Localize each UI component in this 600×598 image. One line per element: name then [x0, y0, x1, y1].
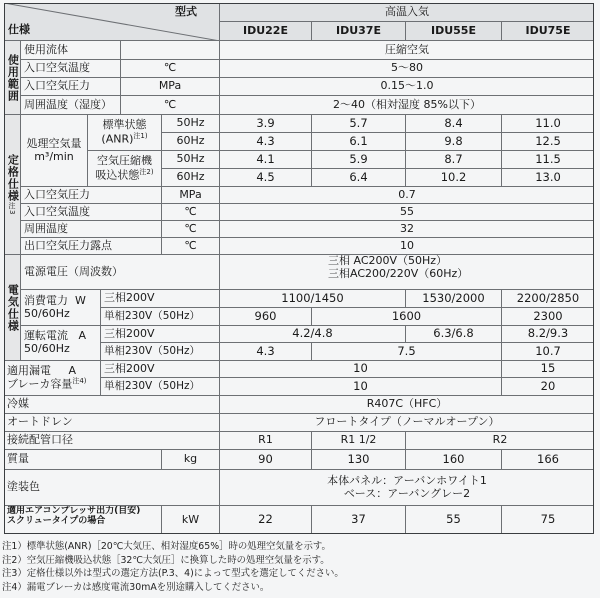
compressor-label-cell: [4, 506, 162, 534]
phase-label: 単相230V（50Hz）: [101, 343, 220, 361]
current-value: 6.3/6.8: [406, 326, 502, 343]
breaker-label-cell: [4, 361, 101, 396]
unit-cell: MPa: [121, 78, 220, 96]
item-label: 使用流体: [21, 41, 121, 60]
breaker-value: 10: [220, 378, 502, 396]
compressor-value: 75: [540, 512, 556, 527]
mass-value: 160: [406, 450, 502, 470]
voltage-value-cell: [220, 255, 594, 290]
anr-label-2: (ANR): [101, 132, 134, 146]
breaker-value: 20: [502, 378, 594, 396]
flow-value: 3.9: [220, 115, 312, 133]
compressor-value: 55: [406, 506, 502, 534]
unit-cell: ℃: [162, 221, 220, 238]
value-cell: 2〜40（相対湿度 85%以下）: [220, 96, 594, 115]
value-cell: 5〜80: [220, 60, 594, 78]
hz-cell: 60Hz: [162, 169, 220, 187]
mass-value: 90: [220, 450, 312, 470]
hz-cell: 60Hz: [162, 133, 220, 151]
power-value: 2200/2850: [502, 290, 594, 308]
hz-cell: 50Hz: [162, 115, 220, 133]
flow-value: 8.4: [406, 115, 502, 133]
current-unit: A: [78, 329, 87, 343]
flow-value: 8.7: [406, 151, 502, 169]
comp-label-cell: [88, 151, 162, 187]
flow-value: 11.0: [502, 115, 594, 133]
refrigerant-value: R407C（HFC）: [220, 396, 594, 414]
footnote: 注1）標準状態(ANR)［20℃大気圧、相対湿度65%］時の処理空気量を示す。: [2, 541, 331, 552]
flow-value: 5.7: [312, 115, 406, 133]
unit-cell: ℃: [121, 96, 220, 115]
unit-cell: [121, 41, 220, 60]
current-value: 4.3: [220, 343, 312, 361]
compressor-value: 37: [312, 506, 406, 534]
current-freq: 50/60Hz: [24, 342, 70, 355]
flow-value: 9.8: [406, 133, 502, 151]
power-value: 2300: [502, 308, 594, 326]
value-cell: 55: [220, 204, 594, 221]
flow-value: 4.1: [220, 151, 312, 169]
unit-cell: kW: [162, 506, 220, 534]
item-label: オートドレン: [4, 414, 220, 432]
flow-value: 5.9: [312, 151, 406, 169]
value-cell: 0.7: [220, 187, 594, 204]
item-label: 入口空気圧力: [21, 78, 121, 96]
comp-label: 空気圧縮機: [97, 154, 152, 168]
model-header: IDU55E: [406, 22, 502, 41]
current-value: 8.2/9.3: [502, 326, 594, 343]
footnotes: [2, 540, 596, 594]
breaker-label-1: 適用漏電: [7, 363, 51, 377]
item-label: 質量: [4, 450, 162, 470]
color-value-cell: [220, 470, 594, 506]
voltage-label: 電源電圧（周波数）: [21, 255, 220, 290]
power-freq: 50/60Hz: [24, 306, 70, 320]
header-corner-cell: [4, 3, 220, 41]
footnote: 注4）漏電ブレーカは感度電流30mAを別途購入してください。: [2, 581, 270, 593]
power-value: 1530/2000: [406, 290, 502, 308]
category-electric-spec: [4, 255, 21, 361]
current-label: 運転電流: [24, 329, 68, 343]
category-usage-label: 使用範囲: [6, 53, 20, 102]
phase-label: 単相230V（50Hz）: [101, 308, 220, 326]
voltage-line-1: 三相 AC200V（50Hz）: [328, 255, 448, 267]
flow-value: 10.2: [406, 169, 502, 187]
voltage-line-2: 三相AC200/220V（60Hz）: [328, 266, 469, 280]
breaker-unit: A: [68, 363, 77, 377]
drain-value: フロートタイプ（ノーマルオープン）: [220, 414, 594, 432]
flow-label: 処理空気量: [26, 136, 82, 150]
item-label: 塗装色: [4, 470, 220, 506]
item-label: 周囲温度（湿度）: [21, 96, 121, 115]
note2-mark: 注2): [139, 167, 154, 176]
model-header: IDU37E: [312, 22, 406, 41]
flow-unit: m³/min: [34, 149, 74, 163]
mass-value: 166: [502, 450, 594, 470]
category-usage-range: [4, 41, 21, 115]
model-header: IDU75E: [502, 22, 594, 41]
power-value: 960: [220, 308, 312, 326]
unit-cell: ℃: [162, 204, 220, 221]
series-header: 高温入気: [220, 3, 594, 22]
port-value: R1 1/2: [312, 432, 406, 450]
hz-cell: 50Hz: [162, 151, 220, 169]
color-line-2: ベース：アーバングレー2: [343, 486, 471, 500]
phase-label: 三相200V: [101, 326, 220, 343]
item-label: 冷媒: [4, 396, 220, 414]
note3-mark: 注3: [8, 201, 17, 216]
unit-cell: ℃: [162, 238, 220, 255]
flow-value: 6.4: [312, 169, 406, 187]
item-label: 周囲温度: [21, 221, 162, 238]
spec-label: 仕様: [8, 23, 30, 37]
category-rated-label: 定格仕様: [6, 153, 20, 202]
flow-value: 4.5: [220, 169, 312, 187]
note4-mark: 注4): [72, 377, 87, 386]
unit-cell: kg: [162, 450, 220, 470]
flow-value: 12.5: [502, 133, 594, 151]
breaker-label-2: ブレーカ容量: [7, 377, 73, 391]
compressor-label-2: スクリュータイプの場合: [7, 516, 106, 527]
value-cell: 10: [220, 238, 594, 255]
value-cell: 32: [220, 221, 594, 238]
flow-value: 6.1: [312, 133, 406, 151]
flow-value: 4.3: [220, 133, 312, 151]
power-label-cell: [21, 290, 101, 326]
item-label: 出口空気圧力露点: [21, 238, 162, 255]
phase-label: 三相200V: [101, 361, 220, 378]
current-value: 10.7: [502, 343, 594, 361]
compressor-label-1: 適用エアコンプレッサ出力(目安): [7, 506, 141, 516]
item-label: 入口空気温度: [21, 204, 162, 221]
unit-cell: MPa: [162, 187, 220, 204]
power-value: 1100/1450: [220, 290, 406, 308]
value-cell: 圧縮空気: [220, 41, 594, 60]
footnote: 注2）空気圧縮機吸込状態［32℃大気圧］に換算した時の処理空気量を示す。: [2, 554, 330, 566]
anr-label-cell: [88, 115, 162, 151]
breaker-value: 15: [502, 361, 594, 378]
item-label: 接続配管口径: [4, 432, 220, 450]
comp-label-2: 吸込状態: [95, 168, 140, 182]
footnote: 注3）定格仕様以外は型式の選定方法(P.3、4)によって型式を選定してください。: [2, 568, 344, 579]
power-value: 1600: [312, 308, 502, 326]
power-label: 消費電力: [24, 293, 68, 307]
item-label: 入口空気圧力: [21, 187, 162, 204]
compressor-value: 22: [220, 506, 312, 534]
current-label-cell: [21, 326, 101, 361]
item-label: 入口空気温度: [21, 60, 121, 78]
model-header: IDU22E: [220, 22, 312, 41]
power-unit: W: [75, 293, 86, 307]
current-value: 7.5: [312, 343, 502, 361]
phase-label: 単相230V（50Hz）: [101, 378, 220, 396]
flow-label-cell: [21, 115, 88, 187]
color-line-1: 本体パネル：アーバンホワイト1: [327, 473, 487, 487]
category-rated-spec: [4, 115, 21, 255]
port-value: R2: [406, 432, 594, 450]
phase-label: 三相200V: [101, 290, 220, 308]
unit-cell: ℃: [121, 60, 220, 78]
flow-value: 11.5: [502, 151, 594, 169]
note1-mark: 注1): [133, 131, 148, 140]
current-value: 4.2/4.8: [220, 326, 406, 343]
flow-value: 13.0: [502, 169, 594, 187]
spec-table: [4, 3, 594, 534]
anr-label: 標準状態: [102, 118, 147, 132]
value-cell: 0.15〜1.0: [220, 78, 594, 96]
type-label: 型式: [175, 5, 197, 18]
breaker-value: 10: [220, 361, 502, 378]
category-electric-label: 電気仕様: [6, 283, 20, 332]
port-value: R1: [220, 432, 312, 450]
mass-value: 130: [312, 450, 406, 470]
